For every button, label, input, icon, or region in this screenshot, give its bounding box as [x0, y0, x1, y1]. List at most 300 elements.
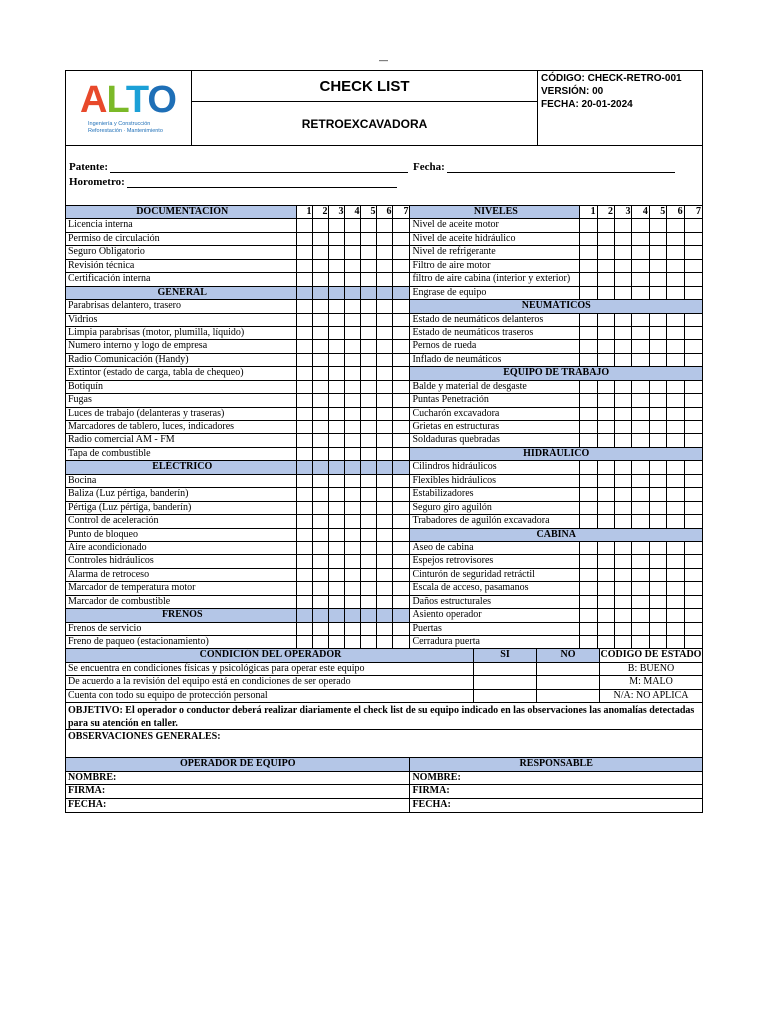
day-check-cell[interactable] — [650, 569, 667, 581]
day-check-cell[interactable] — [345, 421, 361, 433]
day-check-cell[interactable] — [615, 609, 632, 621]
day-check-cell[interactable] — [650, 408, 667, 420]
day-check-cell[interactable] — [615, 421, 632, 433]
day-check-cell[interactable] — [650, 381, 667, 393]
day-check-cell[interactable] — [377, 515, 393, 527]
day-check-cell[interactable] — [377, 555, 393, 567]
day-check-cell[interactable] — [393, 582, 409, 594]
day-check-cell[interactable] — [297, 273, 313, 285]
day-check-cell[interactable] — [329, 273, 345, 285]
day-check-cell[interactable] — [297, 340, 313, 352]
day-check-cell[interactable] — [580, 636, 597, 648]
day-check-cell[interactable] — [377, 367, 393, 379]
day-check-cell[interactable] — [685, 542, 702, 554]
day-check-cell[interactable] — [361, 260, 377, 272]
day-check-cell[interactable] — [329, 636, 345, 648]
day-check-cell[interactable] — [615, 569, 632, 581]
day-check-cell[interactable] — [377, 448, 393, 460]
day-check-cell[interactable] — [345, 246, 361, 258]
day-check-cell[interactable] — [667, 246, 684, 258]
day-check-cell[interactable] — [650, 461, 667, 473]
day-check-cell[interactable] — [361, 233, 377, 245]
day-check-cell[interactable] — [313, 394, 329, 406]
day-check-cell[interactable] — [667, 273, 684, 285]
day-check-cell[interactable] — [377, 354, 393, 366]
day-check-cell[interactable] — [377, 596, 393, 608]
day-check-cell[interactable] — [313, 367, 329, 379]
fecha-field[interactable] — [413, 161, 675, 173]
day-check-cell[interactable] — [361, 488, 377, 500]
day-check-cell[interactable] — [598, 287, 615, 299]
day-check-cell[interactable] — [345, 636, 361, 648]
day-check-cell[interactable] — [377, 488, 393, 500]
day-check-cell[interactable] — [345, 475, 361, 487]
day-check-cell[interactable] — [329, 555, 345, 567]
day-check-cell[interactable] — [650, 582, 667, 594]
day-check-cell[interactable] — [598, 354, 615, 366]
day-check-cell[interactable] — [361, 623, 377, 635]
day-check-cell[interactable] — [615, 461, 632, 473]
day-check-cell[interactable] — [615, 219, 632, 231]
day-check-cell[interactable] — [393, 367, 409, 379]
day-check-cell[interactable] — [329, 488, 345, 500]
day-check-cell[interactable] — [393, 327, 409, 339]
day-check-cell[interactable] — [297, 394, 313, 406]
day-check-cell[interactable] — [685, 596, 702, 608]
day-check-cell[interactable] — [632, 636, 649, 648]
day-check-cell[interactable] — [650, 219, 667, 231]
day-check-cell[interactable] — [361, 219, 377, 231]
day-check-cell[interactable] — [667, 434, 684, 446]
day-check-cell[interactable] — [361, 327, 377, 339]
day-check-cell[interactable] — [598, 327, 615, 339]
day-check-cell[interactable] — [580, 461, 597, 473]
responsable-name-row[interactable] — [410, 772, 702, 785]
day-check-cell[interactable] — [615, 287, 632, 299]
day-check-cell[interactable] — [313, 475, 329, 487]
day-check-cell[interactable] — [297, 515, 313, 527]
day-check-cell[interactable] — [580, 408, 597, 420]
day-check-cell[interactable] — [598, 408, 615, 420]
day-check-cell[interactable] — [377, 582, 393, 594]
day-check-cell[interactable] — [329, 340, 345, 352]
day-check-cell[interactable] — [329, 623, 345, 635]
day-check-cell[interactable] — [313, 421, 329, 433]
operator-name-row[interactable] — [66, 772, 409, 785]
day-check-cell[interactable] — [632, 461, 649, 473]
day-check-cell[interactable] — [361, 448, 377, 460]
day-check-cell[interactable] — [685, 475, 702, 487]
day-check-cell[interactable] — [615, 340, 632, 352]
day-check-cell[interactable] — [345, 381, 361, 393]
day-check-cell[interactable] — [632, 596, 649, 608]
day-check-cell[interactable] — [361, 367, 377, 379]
day-check-cell[interactable] — [345, 542, 361, 554]
day-check-cell[interactable] — [580, 542, 597, 554]
day-check-cell[interactable] — [393, 354, 409, 366]
day-check-cell[interactable] — [598, 596, 615, 608]
day-check-cell[interactable] — [345, 515, 361, 527]
day-check-cell[interactable] — [632, 273, 649, 285]
day-check-cell[interactable] — [329, 314, 345, 326]
day-check-cell[interactable] — [685, 314, 702, 326]
day-check-cell[interactable] — [598, 314, 615, 326]
day-check-cell[interactable] — [329, 219, 345, 231]
day-check-cell[interactable] — [297, 636, 313, 648]
day-check-cell[interactable] — [650, 246, 667, 258]
day-check-cell[interactable] — [598, 555, 615, 567]
day-check-cell[interactable] — [580, 609, 597, 621]
day-check-cell[interactable] — [598, 233, 615, 245]
day-check-cell[interactable] — [580, 246, 597, 258]
day-check-cell[interactable] — [580, 623, 597, 635]
day-check-cell[interactable] — [667, 260, 684, 272]
day-check-cell[interactable] — [313, 542, 329, 554]
day-check-cell[interactable] — [345, 434, 361, 446]
day-check-cell[interactable] — [685, 381, 702, 393]
day-check-cell[interactable] — [393, 448, 409, 460]
day-check-cell[interactable] — [377, 636, 393, 648]
day-check-cell[interactable] — [377, 502, 393, 514]
day-check-cell[interactable] — [377, 421, 393, 433]
responsable-firma-row[interactable] — [410, 785, 702, 798]
day-check-cell[interactable] — [632, 502, 649, 514]
day-check-cell[interactable] — [598, 515, 615, 527]
horometro-field[interactable] — [69, 176, 397, 188]
day-check-cell[interactable] — [297, 327, 313, 339]
day-check-cell[interactable] — [313, 623, 329, 635]
fecha-line[interactable] — [447, 162, 675, 173]
day-check-cell[interactable] — [393, 408, 409, 420]
day-check-cell[interactable] — [632, 246, 649, 258]
day-check-cell[interactable] — [345, 300, 361, 312]
day-check-cell[interactable] — [393, 623, 409, 635]
day-check-cell[interactable] — [329, 596, 345, 608]
day-check-cell[interactable] — [297, 408, 313, 420]
day-check-cell[interactable] — [297, 260, 313, 272]
day-check-cell[interactable] — [393, 246, 409, 258]
day-check-cell[interactable] — [361, 636, 377, 648]
day-check-cell[interactable] — [329, 327, 345, 339]
day-check-cell[interactable] — [580, 488, 597, 500]
day-check-cell[interactable] — [615, 582, 632, 594]
day-check-cell[interactable] — [580, 502, 597, 514]
day-check-cell[interactable] — [667, 408, 684, 420]
day-check-cell[interactable] — [329, 569, 345, 581]
day-check-cell[interactable] — [377, 434, 393, 446]
day-check-cell[interactable] — [393, 502, 409, 514]
day-check-cell[interactable] — [313, 582, 329, 594]
day-check-cell[interactable] — [361, 246, 377, 258]
day-check-cell[interactable] — [580, 327, 597, 339]
si-checkbox[interactable] — [474, 663, 537, 676]
day-check-cell[interactable] — [345, 448, 361, 460]
day-check-cell[interactable] — [615, 502, 632, 514]
day-check-cell[interactable] — [361, 555, 377, 567]
day-check-cell[interactable] — [329, 542, 345, 554]
day-check-cell[interactable] — [650, 260, 667, 272]
day-check-cell[interactable] — [313, 515, 329, 527]
day-check-cell[interactable] — [329, 529, 345, 541]
day-check-cell[interactable] — [393, 219, 409, 231]
responsable-fecha-row[interactable] — [410, 799, 702, 812]
day-check-cell[interactable] — [329, 260, 345, 272]
day-check-cell[interactable] — [598, 582, 615, 594]
day-check-cell[interactable] — [393, 394, 409, 406]
day-check-cell[interactable] — [667, 461, 684, 473]
day-check-cell[interactable] — [361, 529, 377, 541]
day-check-cell[interactable] — [313, 569, 329, 581]
day-check-cell[interactable] — [297, 596, 313, 608]
day-check-cell[interactable] — [667, 542, 684, 554]
day-check-cell[interactable] — [632, 623, 649, 635]
day-check-cell[interactable] — [297, 502, 313, 514]
day-check-cell[interactable] — [361, 421, 377, 433]
day-check-cell[interactable] — [632, 260, 649, 272]
day-check-cell[interactable] — [329, 475, 345, 487]
day-check-cell[interactable] — [377, 233, 393, 245]
day-check-cell[interactable] — [345, 219, 361, 231]
day-check-cell[interactable] — [361, 596, 377, 608]
day-check-cell[interactable] — [580, 421, 597, 433]
day-check-cell[interactable] — [650, 394, 667, 406]
day-check-cell[interactable] — [297, 488, 313, 500]
day-check-cell[interactable] — [650, 555, 667, 567]
day-check-cell[interactable] — [685, 260, 702, 272]
day-check-cell[interactable] — [598, 434, 615, 446]
day-check-cell[interactable] — [667, 287, 684, 299]
day-check-cell[interactable] — [377, 408, 393, 420]
day-check-cell[interactable] — [313, 448, 329, 460]
day-check-cell[interactable] — [580, 354, 597, 366]
day-check-cell[interactable] — [685, 502, 702, 514]
day-check-cell[interactable] — [667, 596, 684, 608]
day-check-cell[interactable] — [297, 569, 313, 581]
day-check-cell[interactable] — [685, 434, 702, 446]
day-check-cell[interactable] — [361, 314, 377, 326]
day-check-cell[interactable] — [598, 273, 615, 285]
day-check-cell[interactable] — [377, 529, 393, 541]
day-check-cell[interactable] — [632, 582, 649, 594]
day-check-cell[interactable] — [667, 623, 684, 635]
day-check-cell[interactable] — [377, 542, 393, 554]
day-check-cell[interactable] — [377, 327, 393, 339]
day-check-cell[interactable] — [685, 246, 702, 258]
day-check-cell[interactable] — [615, 354, 632, 366]
day-check-cell[interactable] — [632, 381, 649, 393]
day-check-cell[interactable] — [632, 475, 649, 487]
day-check-cell[interactable] — [685, 327, 702, 339]
day-check-cell[interactable] — [667, 475, 684, 487]
day-check-cell[interactable] — [361, 273, 377, 285]
day-check-cell[interactable] — [297, 219, 313, 231]
day-check-cell[interactable] — [393, 421, 409, 433]
day-check-cell[interactable] — [685, 354, 702, 366]
day-check-cell[interactable] — [361, 434, 377, 446]
day-check-cell[interactable] — [393, 300, 409, 312]
day-check-cell[interactable] — [377, 300, 393, 312]
day-check-cell[interactable] — [650, 502, 667, 514]
day-check-cell[interactable] — [329, 434, 345, 446]
day-check-cell[interactable] — [598, 502, 615, 514]
day-check-cell[interactable] — [650, 327, 667, 339]
day-check-cell[interactable] — [650, 233, 667, 245]
day-check-cell[interactable] — [598, 488, 615, 500]
day-check-cell[interactable] — [361, 408, 377, 420]
day-check-cell[interactable] — [650, 609, 667, 621]
day-check-cell[interactable] — [345, 555, 361, 567]
day-check-cell[interactable] — [615, 596, 632, 608]
day-check-cell[interactable] — [393, 542, 409, 554]
day-check-cell[interactable] — [685, 408, 702, 420]
day-check-cell[interactable] — [313, 408, 329, 420]
day-check-cell[interactable] — [632, 609, 649, 621]
day-check-cell[interactable] — [667, 515, 684, 527]
day-check-cell[interactable] — [632, 394, 649, 406]
day-check-cell[interactable] — [667, 488, 684, 500]
day-check-cell[interactable] — [685, 233, 702, 245]
day-check-cell[interactable] — [598, 394, 615, 406]
day-check-cell[interactable] — [377, 394, 393, 406]
day-check-cell[interactable] — [345, 233, 361, 245]
day-check-cell[interactable] — [685, 609, 702, 621]
day-check-cell[interactable] — [615, 623, 632, 635]
day-check-cell[interactable] — [667, 502, 684, 514]
day-check-cell[interactable] — [580, 596, 597, 608]
day-check-cell[interactable] — [345, 408, 361, 420]
day-check-cell[interactable] — [313, 529, 329, 541]
day-check-cell[interactable] — [329, 233, 345, 245]
day-check-cell[interactable] — [580, 287, 597, 299]
day-check-cell[interactable] — [393, 515, 409, 527]
day-check-cell[interactable] — [650, 314, 667, 326]
day-check-cell[interactable] — [598, 461, 615, 473]
day-check-cell[interactable] — [377, 340, 393, 352]
day-check-cell[interactable] — [297, 529, 313, 541]
day-check-cell[interactable] — [685, 515, 702, 527]
day-check-cell[interactable] — [632, 327, 649, 339]
day-check-cell[interactable] — [650, 623, 667, 635]
day-check-cell[interactable] — [329, 246, 345, 258]
day-check-cell[interactable] — [313, 327, 329, 339]
day-check-cell[interactable] — [329, 394, 345, 406]
day-check-cell[interactable] — [632, 219, 649, 231]
day-check-cell[interactable] — [313, 354, 329, 366]
day-check-cell[interactable] — [650, 488, 667, 500]
day-check-cell[interactable] — [632, 340, 649, 352]
day-check-cell[interactable] — [580, 515, 597, 527]
day-check-cell[interactable] — [685, 421, 702, 433]
day-check-cell[interactable] — [345, 260, 361, 272]
day-check-cell[interactable] — [685, 555, 702, 567]
day-check-cell[interactable] — [345, 394, 361, 406]
day-check-cell[interactable] — [667, 609, 684, 621]
operator-fecha-row[interactable] — [66, 799, 409, 812]
day-check-cell[interactable] — [598, 260, 615, 272]
day-check-cell[interactable] — [685, 636, 702, 648]
day-check-cell[interactable] — [361, 582, 377, 594]
day-check-cell[interactable] — [598, 636, 615, 648]
day-check-cell[interactable] — [685, 394, 702, 406]
day-check-cell[interactable] — [313, 233, 329, 245]
day-check-cell[interactable] — [329, 448, 345, 460]
day-check-cell[interactable] — [377, 219, 393, 231]
day-check-cell[interactable] — [632, 555, 649, 567]
day-check-cell[interactable] — [615, 314, 632, 326]
day-check-cell[interactable] — [297, 421, 313, 433]
day-check-cell[interactable] — [632, 354, 649, 366]
day-check-cell[interactable] — [393, 381, 409, 393]
day-check-cell[interactable] — [598, 542, 615, 554]
day-check-cell[interactable] — [377, 381, 393, 393]
day-check-cell[interactable] — [313, 246, 329, 258]
no-checkbox[interactable] — [537, 676, 600, 689]
day-check-cell[interactable] — [345, 502, 361, 514]
day-check-cell[interactable] — [329, 502, 345, 514]
day-check-cell[interactable] — [393, 569, 409, 581]
day-check-cell[interactable] — [632, 488, 649, 500]
day-check-cell[interactable] — [615, 555, 632, 567]
day-check-cell[interactable] — [667, 314, 684, 326]
day-check-cell[interactable] — [345, 569, 361, 581]
day-check-cell[interactable] — [313, 219, 329, 231]
day-check-cell[interactable] — [650, 340, 667, 352]
day-check-cell[interactable] — [580, 475, 597, 487]
day-check-cell[interactable] — [377, 314, 393, 326]
day-check-cell[interactable] — [361, 354, 377, 366]
day-check-cell[interactable] — [632, 515, 649, 527]
day-check-cell[interactable] — [632, 434, 649, 446]
day-check-cell[interactable] — [615, 381, 632, 393]
day-check-cell[interactable] — [297, 434, 313, 446]
day-check-cell[interactable] — [313, 300, 329, 312]
day-check-cell[interactable] — [329, 408, 345, 420]
day-check-cell[interactable] — [361, 340, 377, 352]
day-check-cell[interactable] — [650, 475, 667, 487]
day-check-cell[interactable] — [313, 381, 329, 393]
day-check-cell[interactable] — [297, 381, 313, 393]
day-check-cell[interactable] — [615, 233, 632, 245]
day-check-cell[interactable] — [329, 515, 345, 527]
day-check-cell[interactable] — [345, 596, 361, 608]
day-check-cell[interactable] — [650, 354, 667, 366]
day-check-cell[interactable] — [313, 502, 329, 514]
day-check-cell[interactable] — [297, 354, 313, 366]
observations-field[interactable]: OBSERVACIONES GENERALES: — [66, 730, 702, 758]
day-check-cell[interactable] — [580, 569, 597, 581]
operator-firma-row[interactable] — [66, 785, 409, 798]
day-check-cell[interactable] — [580, 340, 597, 352]
day-check-cell[interactable] — [580, 582, 597, 594]
day-check-cell[interactable] — [685, 623, 702, 635]
day-check-cell[interactable] — [393, 314, 409, 326]
day-check-cell[interactable] — [297, 314, 313, 326]
day-check-cell[interactable] — [377, 246, 393, 258]
day-check-cell[interactable] — [685, 273, 702, 285]
day-check-cell[interactable] — [667, 394, 684, 406]
day-check-cell[interactable] — [667, 582, 684, 594]
day-check-cell[interactable] — [361, 569, 377, 581]
day-check-cell[interactable] — [615, 636, 632, 648]
day-check-cell[interactable] — [615, 394, 632, 406]
day-check-cell[interactable] — [297, 555, 313, 567]
day-check-cell[interactable] — [580, 273, 597, 285]
day-check-cell[interactable] — [598, 609, 615, 621]
day-check-cell[interactable] — [377, 260, 393, 272]
day-check-cell[interactable] — [361, 502, 377, 514]
day-check-cell[interactable] — [598, 381, 615, 393]
day-check-cell[interactable] — [329, 421, 345, 433]
